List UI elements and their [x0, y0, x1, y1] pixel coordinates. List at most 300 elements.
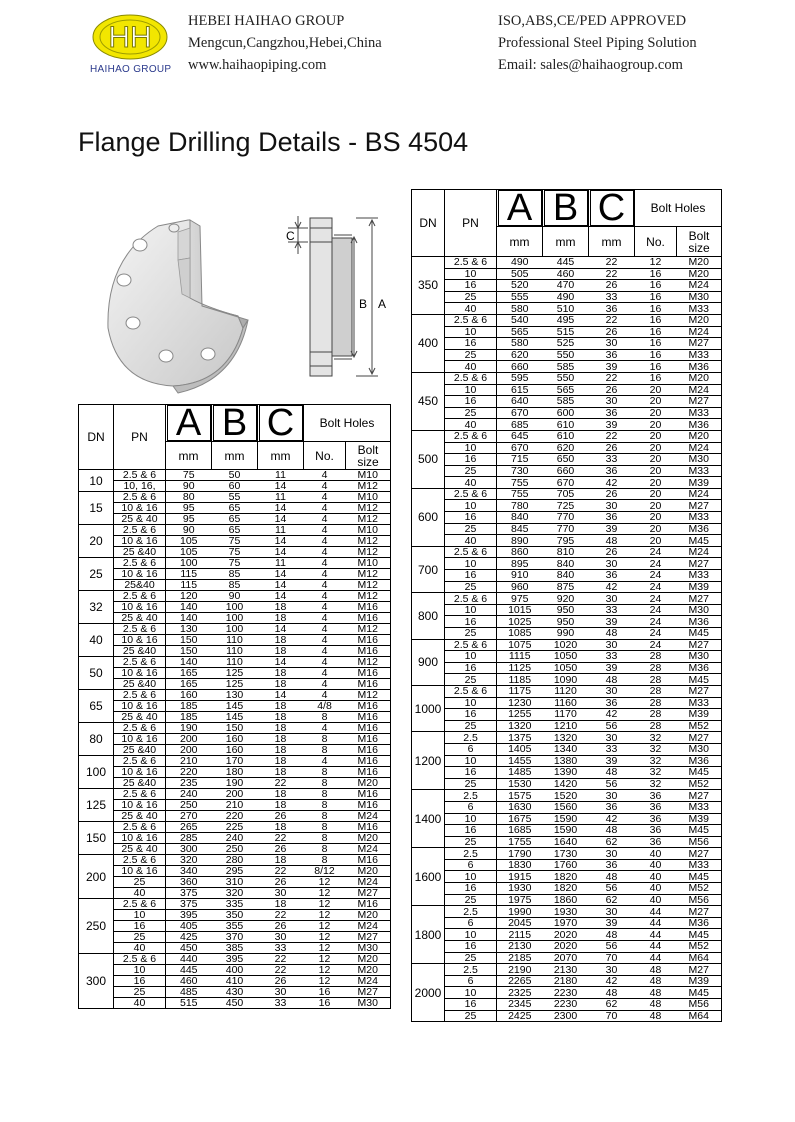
bolt-count-cell: 4	[304, 481, 346, 492]
bolt-size-cell: M33	[677, 512, 722, 524]
bolt-count-cell: 32	[635, 767, 677, 779]
bolt-count-cell: 44	[635, 906, 677, 918]
bolt-count-cell: 16	[635, 338, 677, 350]
c-cell: 18	[258, 756, 304, 767]
bolt-count-cell: 12	[304, 899, 346, 910]
pn-cell: 10	[445, 929, 497, 941]
c-header	[589, 190, 635, 227]
table-body-right	[412, 257, 722, 1022]
c-cell: 30	[589, 790, 635, 802]
b-unit: mm	[543, 227, 589, 257]
bolt-count-cell: 20	[635, 384, 677, 396]
bolt-size-cell: M16	[346, 668, 391, 679]
pn-cell: 40	[445, 535, 497, 547]
a-cell: 2190	[497, 964, 543, 976]
b-cell: 225	[212, 822, 258, 833]
c-cell: 18	[258, 723, 304, 734]
table-row	[79, 976, 391, 987]
c-cell: 39	[589, 917, 635, 929]
a-cell: 185	[166, 701, 212, 712]
pn-cell: 2.5	[445, 790, 497, 802]
pn-cell: 10 & 16	[114, 536, 166, 547]
bolt-size-header: Bolt size	[677, 227, 722, 257]
pn-cell: 2.5 & 6	[114, 470, 166, 481]
a-cell: 1405	[497, 743, 543, 755]
bolt-size-cell: M16	[346, 635, 391, 646]
pn-cell: 10	[445, 697, 497, 709]
pn-cell: 25	[445, 628, 497, 640]
c-cell: 36	[589, 859, 635, 871]
bolt-size-cell: M12	[346, 591, 391, 602]
table-body-left	[79, 470, 391, 1009]
bolt-count-cell: 24	[635, 616, 677, 628]
c-cell: 62	[589, 894, 635, 906]
pn-cell: 2.5 & 6	[445, 488, 497, 500]
a-cell: 670	[497, 442, 543, 454]
c-cell: 48	[589, 628, 635, 640]
b-cell: 85	[212, 580, 258, 591]
dn-cell: 1600	[412, 848, 445, 906]
table-row	[412, 384, 722, 396]
table-row	[79, 470, 391, 481]
bolt-count-cell: 4	[304, 569, 346, 580]
bolt-size-cell: M16	[346, 646, 391, 657]
pn-cell: 6	[445, 917, 497, 929]
table-row	[79, 833, 391, 844]
a-cell: 425	[166, 932, 212, 943]
a-header-label: A	[167, 405, 211, 441]
bolt-count-cell: 24	[635, 604, 677, 616]
table-row	[412, 917, 722, 929]
a-cell: 895	[497, 558, 543, 570]
dn-cell: 900	[412, 639, 445, 685]
bolt-count-cell: 20	[635, 396, 677, 408]
bolt-count-cell: 20	[635, 430, 677, 442]
table-row	[79, 558, 391, 569]
table-row	[412, 894, 722, 906]
b-cell: 550	[543, 372, 589, 384]
b-cell: 990	[543, 628, 589, 640]
bolt-size-cell: M20	[346, 954, 391, 965]
c-cell: 30	[589, 396, 635, 408]
pn-cell: 16	[445, 941, 497, 953]
table-row	[412, 396, 722, 408]
b-cell: 610	[543, 419, 589, 431]
a-cell: 1990	[497, 906, 543, 918]
bolt-count-cell: 48	[635, 975, 677, 987]
c-cell: 56	[589, 941, 635, 953]
table-row	[79, 580, 391, 591]
bolt-count-cell: 32	[635, 778, 677, 790]
b-cell: 770	[543, 512, 589, 524]
bolt-size-cell: M12	[346, 657, 391, 668]
table-row	[412, 314, 722, 326]
bolt-size-cell: M45	[677, 929, 722, 941]
a-cell: 2130	[497, 941, 543, 953]
b-cell: 490	[543, 291, 589, 303]
bolt-count-cell: 28	[635, 662, 677, 674]
pn-cell: 25	[445, 465, 497, 477]
b-cell: 1760	[543, 859, 589, 871]
table-row	[79, 910, 391, 921]
bolt-count-cell: 20	[635, 454, 677, 466]
c-cell: 14	[258, 657, 304, 668]
b-cell: 65	[212, 525, 258, 536]
c-cell: 18	[258, 646, 304, 657]
bolt-count-cell: 24	[635, 581, 677, 593]
pn-cell: 2.5 & 6	[114, 624, 166, 635]
c-cell: 48	[589, 674, 635, 686]
bolt-size-cell: M39	[677, 709, 722, 721]
bolt-size-cell: M30	[677, 743, 722, 755]
pn-cell: 10	[445, 871, 497, 883]
a-cell: 1085	[497, 628, 543, 640]
bolt-count-cell: 4	[304, 558, 346, 569]
c-cell: 30	[589, 685, 635, 697]
c-cell: 70	[589, 952, 635, 964]
table-row	[412, 941, 722, 953]
c-cell: 14	[258, 536, 304, 547]
pn-cell: 16	[114, 921, 166, 932]
table-row	[412, 732, 722, 744]
pn-cell: 2.5 & 6	[114, 525, 166, 536]
a-cell: 460	[166, 976, 212, 987]
c-cell: 22	[258, 778, 304, 789]
table-row	[79, 525, 391, 536]
table-row	[412, 883, 722, 895]
c-cell: 14	[258, 481, 304, 492]
bolt-size-cell: M12	[346, 536, 391, 547]
b-cell: 60	[212, 481, 258, 492]
table-row	[412, 465, 722, 477]
b-cell: 510	[543, 303, 589, 315]
b-cell: 430	[212, 987, 258, 998]
a-cell: 960	[497, 581, 543, 593]
b-cell: 610	[543, 430, 589, 442]
a-cell: 1930	[497, 883, 543, 895]
bolt-size-cell: M12	[346, 503, 391, 514]
c-cell: 30	[589, 500, 635, 512]
a-cell: 755	[497, 477, 543, 489]
c-cell: 11	[258, 470, 304, 481]
c-cell: 30	[589, 848, 635, 860]
b-cell: 515	[543, 326, 589, 338]
a-cell: 375	[166, 888, 212, 899]
b-cell: 810	[543, 546, 589, 558]
company-name: HEBEI HAIHAO GROUP	[188, 13, 345, 29]
a-cell: 615	[497, 384, 543, 396]
bolt-count-cell: 4	[304, 613, 346, 624]
pn-cell: 10 & 16	[114, 866, 166, 877]
pn-cell: 10 & 16	[114, 734, 166, 745]
dn-cell: 450	[412, 372, 445, 430]
b-cell: 2020	[543, 941, 589, 953]
a-cell: 555	[497, 291, 543, 303]
b-cell: 600	[543, 407, 589, 419]
a-cell: 2045	[497, 917, 543, 929]
bolt-count-cell: 36	[635, 836, 677, 848]
bolt-count-cell: 16	[635, 372, 677, 384]
table-row	[412, 535, 722, 547]
pn-cell: 25 & 40	[114, 811, 166, 822]
company-contact	[498, 10, 697, 76]
c-cell: 22	[258, 866, 304, 877]
bolt-count-cell: 40	[635, 894, 677, 906]
flange-drawing	[78, 198, 408, 398]
b-cell: 100	[212, 624, 258, 635]
bolt-count-cell: 12	[635, 257, 677, 269]
bolt-size-cell: M36	[677, 419, 722, 431]
bolt-count-cell: 40	[635, 871, 677, 883]
dn-header: DN	[412, 190, 445, 257]
a-cell: 645	[497, 430, 543, 442]
dn-cell: 1200	[412, 732, 445, 790]
c-cell: 26	[589, 442, 635, 454]
bolt-count-cell: 4	[304, 536, 346, 547]
bolt-size-cell: M30	[346, 943, 391, 954]
pn-cell: 25	[114, 987, 166, 998]
pn-cell: 10	[445, 558, 497, 570]
pn-cell: 2.5 & 6	[114, 690, 166, 701]
bolt-size-cell: M10	[346, 525, 391, 536]
b-cell: 1730	[543, 848, 589, 860]
bolt-count-cell: 28	[635, 674, 677, 686]
c-cell: 33	[589, 743, 635, 755]
bolt-size-cell: M27	[346, 932, 391, 943]
c-cell: 48	[589, 871, 635, 883]
table-row	[412, 709, 722, 721]
b-cell: 130	[212, 690, 258, 701]
table-row	[79, 492, 391, 503]
c-cell: 18	[258, 679, 304, 690]
pn-cell: 40	[445, 477, 497, 489]
bolt-size-cell: M16	[346, 822, 391, 833]
c-cell: 33	[258, 943, 304, 954]
b-cell: 445	[543, 257, 589, 269]
a-cell: 90	[166, 481, 212, 492]
bolt-size-cell: M56	[677, 894, 722, 906]
c-cell: 18	[258, 767, 304, 778]
pn-cell: 2.5 & 6	[114, 756, 166, 767]
pn-cell: 10	[445, 268, 497, 280]
bolt-size-cell: M27	[346, 987, 391, 998]
dn-cell: 350	[412, 257, 445, 315]
b-cell: 585	[543, 361, 589, 373]
a-cell: 185	[166, 712, 212, 723]
c-cell: 56	[589, 778, 635, 790]
table-row	[79, 646, 391, 657]
c-cell: 14	[258, 569, 304, 580]
table-row	[412, 697, 722, 709]
logo-text: HAIHAO GROUP	[90, 64, 172, 75]
bolt-size-cell: M10	[346, 492, 391, 503]
a-cell: 1915	[497, 871, 543, 883]
b-cell: 1210	[543, 720, 589, 732]
pn-cell: 2.5 & 6	[445, 314, 497, 326]
c-cell: 39	[589, 616, 635, 628]
bolt-count-cell: 4	[304, 646, 346, 657]
a-header	[497, 190, 543, 227]
pn-cell: 2.5 & 6	[114, 954, 166, 965]
b-cell: 1170	[543, 709, 589, 721]
bolt-count-cell: 12	[304, 943, 346, 954]
b-cell: 920	[543, 593, 589, 605]
dn-cell: 2000	[412, 964, 445, 1022]
b-cell: 110	[212, 635, 258, 646]
table-row	[79, 888, 391, 899]
table-row	[412, 755, 722, 767]
bolt-size-cell: M12	[346, 547, 391, 558]
b-cell: 1590	[543, 813, 589, 825]
bolt-count-cell: 28	[635, 697, 677, 709]
b-cell: 1420	[543, 778, 589, 790]
bolt-holes-header: Bolt Holes	[635, 190, 722, 227]
c-cell: 22	[589, 268, 635, 280]
c-cell: 14	[258, 547, 304, 558]
c-cell: 18	[258, 613, 304, 624]
pn-cell: 10	[445, 755, 497, 767]
c-cell: 42	[589, 975, 635, 987]
bolt-count-cell: 4	[304, 635, 346, 646]
c-cell: 62	[589, 999, 635, 1011]
pn-cell: 2.5 & 6	[114, 899, 166, 910]
a-cell: 165	[166, 679, 212, 690]
table-row	[79, 613, 391, 624]
a-cell: 200	[166, 734, 212, 745]
b-cell: 75	[212, 536, 258, 547]
b-cell: 110	[212, 657, 258, 668]
bolt-size-cell: M20	[346, 833, 391, 844]
bolt-count-cell: 8	[304, 778, 346, 789]
bolt-count-cell: 40	[635, 848, 677, 860]
table-row	[412, 975, 722, 987]
pn-cell: 40	[445, 361, 497, 373]
c-cell: 22	[258, 833, 304, 844]
c-cell: 18	[258, 745, 304, 756]
table-row	[412, 349, 722, 361]
company-info	[188, 10, 382, 76]
bolt-size-cell: M20	[346, 778, 391, 789]
bolt-count-cell: 20	[635, 535, 677, 547]
table-row	[412, 813, 722, 825]
a-cell: 1830	[497, 859, 543, 871]
table-row	[412, 338, 722, 350]
table-row	[412, 326, 722, 338]
table-row	[412, 859, 722, 871]
c-cell: 36	[589, 697, 635, 709]
table-row	[412, 964, 722, 976]
pn-cell: 25 & 40	[114, 844, 166, 855]
bolt-size-cell: M27	[677, 685, 722, 697]
a-unit: mm	[166, 442, 212, 470]
pn-cell: 25 &40	[114, 646, 166, 657]
a-cell: 840	[497, 512, 543, 524]
a-cell: 165	[166, 668, 212, 679]
pn-cell: 25	[445, 778, 497, 790]
dn-cell: 400	[412, 314, 445, 372]
c-unit: mm	[589, 227, 635, 257]
b-cell: 2180	[543, 975, 589, 987]
pn-cell: 2.5 & 6	[114, 822, 166, 833]
dn-cell: 150	[79, 822, 114, 855]
table-row	[412, 929, 722, 941]
bolt-size-cell: M33	[677, 303, 722, 315]
a-cell: 115	[166, 569, 212, 580]
b-cell: 2300	[543, 1010, 589, 1022]
bolt-count-cell: 16	[304, 987, 346, 998]
dn-cell: 15	[79, 492, 114, 525]
c-cell: 39	[589, 523, 635, 535]
b-cell: 145	[212, 712, 258, 723]
pn-cell: 16	[445, 570, 497, 582]
a-cell: 505	[497, 268, 543, 280]
a-cell: 2345	[497, 999, 543, 1011]
c-cell: 30	[589, 732, 635, 744]
bolt-size-cell: M12	[346, 580, 391, 591]
c-cell: 18	[258, 822, 304, 833]
pn-cell: 2.5 & 6	[445, 593, 497, 605]
a-cell: 1630	[497, 801, 543, 813]
a-cell: 780	[497, 500, 543, 512]
c-cell: 26	[258, 844, 304, 855]
a-cell: 150	[166, 646, 212, 657]
flange-3d-view	[108, 220, 248, 393]
pn-header: PN	[114, 405, 166, 470]
dimension-label-a: A	[378, 297, 387, 311]
c-cell: 14	[258, 591, 304, 602]
b-cell: 840	[543, 558, 589, 570]
a-cell: 1575	[497, 790, 543, 802]
b-cell: 725	[543, 500, 589, 512]
c-cell: 26	[589, 546, 635, 558]
pn-cell: 2.5 & 6	[114, 591, 166, 602]
a-header-label: A	[498, 190, 542, 226]
b-cell: 550	[543, 349, 589, 361]
pn-cell: 2.5 & 6	[445, 430, 497, 442]
bolt-size-cell: M24	[346, 844, 391, 855]
b-cell: 1320	[543, 732, 589, 744]
b-cell: 180	[212, 767, 258, 778]
c-header-label: C	[259, 405, 303, 441]
table-row	[412, 488, 722, 500]
table-row	[412, 825, 722, 837]
table-row	[412, 836, 722, 848]
bolt-size-cell: M16	[346, 745, 391, 756]
a-cell: 520	[497, 280, 543, 292]
bolt-count-cell: 20	[635, 512, 677, 524]
b-cell: 160	[212, 734, 258, 745]
bolt-size-cell: M52	[677, 883, 722, 895]
dimension-label-b: B	[359, 297, 368, 311]
c-cell: 26	[589, 384, 635, 396]
pn-cell: 25	[445, 349, 497, 361]
bolt-size-cell: M27	[677, 396, 722, 408]
bolt-count-cell: 4	[304, 690, 346, 701]
bolt-size-cell: M16	[346, 613, 391, 624]
bolt-size-cell: M24	[677, 384, 722, 396]
a-cell: 670	[497, 407, 543, 419]
bolt-count-cell: 4	[304, 470, 346, 481]
c-cell: 14	[258, 580, 304, 591]
table-row	[412, 477, 722, 489]
b-cell: 160	[212, 745, 258, 756]
b-unit: mm	[212, 442, 258, 470]
bolt-count-cell: 16	[635, 314, 677, 326]
bolt-size-cell: M39	[677, 813, 722, 825]
bolt-count-cell: 4	[304, 756, 346, 767]
b-cell: 110	[212, 646, 258, 657]
bolt-size-cell: M16	[346, 723, 391, 734]
